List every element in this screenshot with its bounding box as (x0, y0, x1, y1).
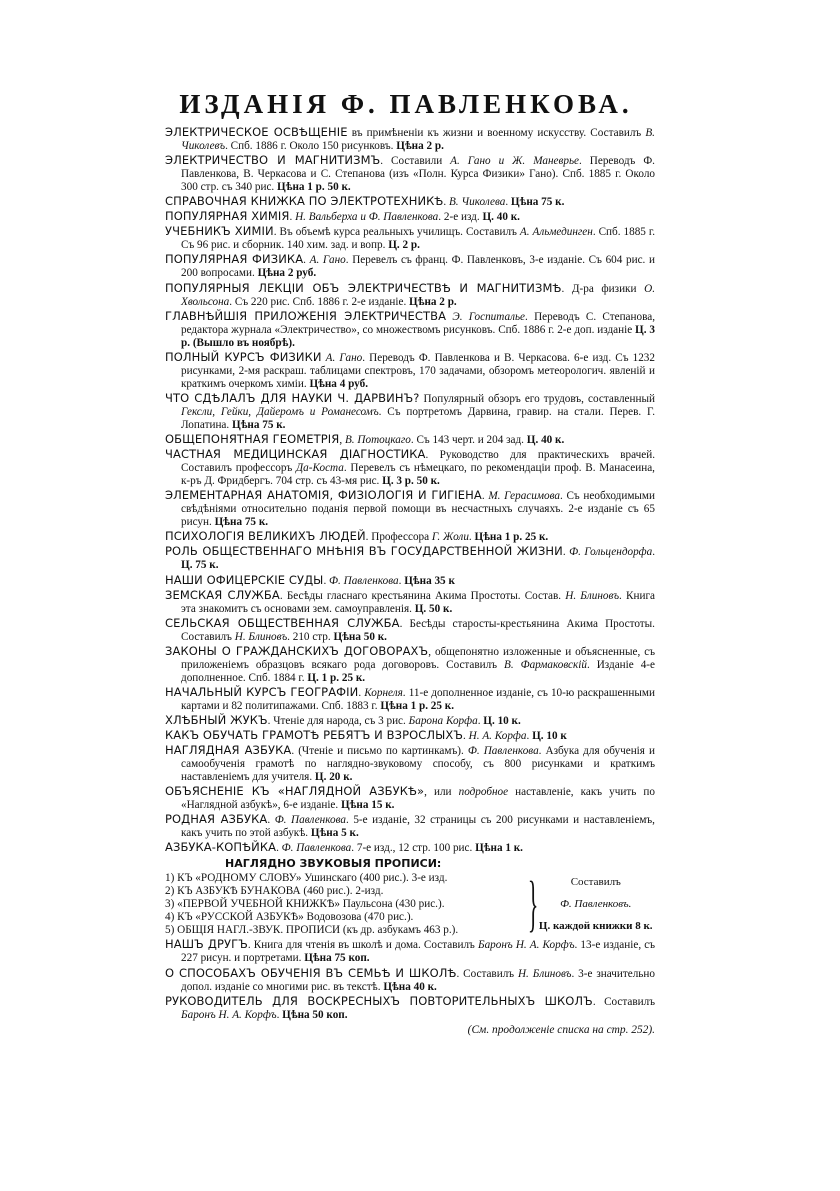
entry-price: Цѣна 1 р. 25 к. (474, 531, 549, 544)
catalog-entry (165, 392, 655, 432)
entry-price: Цѣна 1 р. 25 к. (380, 699, 455, 712)
catalog-entry (165, 589, 655, 616)
entry-text: . Книга эта знакомитъ съ основами зем. самоуправленія. (181, 589, 655, 615)
entry-author: Э. Госпиталье (452, 310, 526, 323)
entry-title: СЕЛЬСКАЯ ОБЩЕСТВЕННАЯ СЛУЖБА (165, 615, 400, 630)
entry-text: . Съ портретомъ Дарвина, гравир. на стали. Перев. Г. Лопатина. (181, 405, 655, 431)
entry-title: ХЛѢБНЫЙ ЖУКЪ (165, 712, 268, 727)
propisi-side (536, 871, 655, 937)
entry-author: В. Чиколевъ (181, 127, 655, 153)
entry-title: УЧЕБНИКЪ ХИМІИ (165, 224, 274, 239)
catalog-entry (165, 938, 655, 965)
entry-title: ЗАКОНЫ О ГРАЖДАНСКИХЪ ДОГОВОРАХЪ (165, 643, 429, 658)
catalog-page (165, 88, 655, 1036)
entry-title: НАШИ ОФИЦЕРСКІЕ СУДЫ (165, 572, 324, 587)
entry-text: . (477, 714, 484, 727)
catalog-entry (165, 729, 655, 743)
entry-text: . (Чтеніе и письмо по картинкамъ). (291, 745, 468, 758)
entry-title: ПОПУЛЯРНАЯ ХИМІЯ (165, 209, 290, 224)
propisi-item: 2) КЪ АЗБУКѢ БУНАКОВА (460 рис.). 2-изд. (165, 884, 384, 897)
entry-author: Н. А. Корфа (468, 730, 527, 743)
entry-price: Цѣна 75 коп. (304, 952, 370, 965)
entry-text: , или (424, 786, 459, 799)
entry-title: АЗБУКА-КОПѢЙКА (165, 840, 277, 855)
entry-price: Ц. 20 к. (314, 771, 353, 784)
entry-title: ЭЛЕМЕНТАРНАЯ АНАТОМІЯ, ФИЗІОЛОГІЯ И ГИГІЕНА (165, 488, 482, 503)
entry-text: . Съ необходимыми свѣдѣніями относительно поданія первой помощи въ несчастныхъ случаяхъ. 2-е изданіе съ 65 рисун. (181, 490, 655, 529)
entry-text: . Съ 143 черт. и 204 зад. (410, 434, 527, 447)
entry-price: Цѣна 2 р. (409, 295, 457, 308)
entry-title: ЗЕМСКАЯ СЛУЖБА (165, 587, 280, 602)
entry-text: . 11-е дополненное изданіе, съ 10-ю раскрашенными картами и 82 политипажами. Спб. 1883 г. (181, 686, 655, 712)
entry-price: Ц. 3 р. (Вышло въ ноябрѣ). (181, 323, 655, 349)
entry-text: . (463, 730, 469, 743)
entry-price: Цѣна 4 руб. (309, 377, 368, 390)
entry-text: , (339, 434, 345, 447)
entry-price: Цѣна 1 р. 50 к. (277, 181, 351, 194)
catalog-entry (165, 545, 655, 572)
entry-author: Да-Коста (296, 462, 344, 475)
entry-text: . (323, 574, 330, 587)
entry-price: Ц. 50 к. (414, 602, 453, 615)
entry-title: ОБЪЯСНЕНІЕ КЪ «НАГЛЯДНОЙ АЗБУКѢ» (165, 784, 425, 799)
entry-text: . 13-е изданіе, съ 227 рисун. и портретами. (181, 939, 655, 965)
entry-author: В. Потоцкаго (344, 434, 411, 447)
catalog-list (165, 126, 655, 855)
entry-price: Цѣна 2 руб. (257, 267, 317, 280)
entry-author: А. Гано (325, 351, 363, 364)
entry-author: Г. Жоли (431, 531, 469, 544)
propisi-item: 4) КЪ «РУССКОЙ АЗБУКѢ» Водовозова (470 рис.). (165, 910, 414, 923)
entry-text: . 210 стр. (287, 630, 334, 643)
entry-price: Цѣна 1 к. (475, 842, 523, 855)
entry-title: ЭЛЕКТРИЧЕСКОЕ ОСВѢЩЕНІЕ (165, 125, 348, 139)
entry-text: . (481, 490, 489, 503)
entry-author: Н. Блиновъ (234, 630, 288, 643)
entry-author: подробное (458, 786, 509, 799)
entry-title: РОЛЬ ОБЩЕСТВЕННАГО МНѢНІЯ ВЪ ГОСУДАРСТВЕННОЙ ЖИЗНИ (165, 544, 563, 559)
entry-author: Гексли, Гейки, Дайеромъ и Романесомъ (181, 405, 379, 418)
entry-text: . Переводъ Ф. Павленкова, В. Черкасова и С. Степанова (изъ «Полн. Курса Физики» Гано). Спб. 1885 г. Около 300 стр. съ 340 рис. (181, 155, 655, 194)
entry-text: . (289, 211, 296, 224)
entry-price: Ц. 3 р. 50 к. (382, 475, 440, 488)
catalog-entry (165, 448, 655, 488)
entry-price: Ц. 2 р. (388, 239, 420, 252)
catalog-entry (165, 574, 655, 588)
catalog-entry (165, 154, 655, 194)
entry-price: Цѣна 50 коп. (282, 1008, 348, 1021)
entry-author: А. Гано и Ж. Маневрье (450, 155, 579, 168)
entry-price: Ц. 40 к. (482, 211, 520, 224)
entry-text: . 2-е изд. (438, 211, 483, 224)
entry-title: ЭЛЕКТРИЧЕСТВО И МАГНИТИЗМЪ (165, 153, 381, 168)
catalog-entry (165, 995, 655, 1022)
entry-text: . Профессора (365, 531, 432, 544)
entry-title: ПОЛНЫЙ КУРСЪ ФИЗИКИ (165, 349, 322, 364)
catalog-entry (165, 967, 655, 994)
propisi-item: 3) «ПЕРВОЙ УЧЕБНОЙ КНИЖКѢ» Паульсона (430 рис.). (165, 897, 445, 910)
entry-title: СПРАВОЧНАЯ КНИЖКА ПО ЭЛЕКТРОТЕХНИКѢ (165, 194, 444, 209)
entry-price: Ц. 75 к. (181, 559, 219, 572)
entry-price: Цѣна 15 к. (340, 799, 395, 812)
catalog-entry (165, 785, 655, 812)
entry-author: Барона Корфа (408, 714, 478, 727)
entry-title: КАКЪ ОБУЧАТЬ ГРАМОТѢ РЕБЯТЪ И ВЗРОСЛЫХЪ (165, 728, 464, 743)
catalog-entry (165, 351, 655, 391)
entry-text: . (267, 814, 275, 827)
entry-text: . 7-е изд., 12 стр. 100 рис. (351, 842, 476, 855)
entry-price: Ц. 10 к. (483, 714, 521, 727)
entry-text: Популярный обзоръ его трудовъ, составленный (419, 392, 655, 405)
catalog-entry (165, 686, 655, 713)
propisi-side-line: Ц. каждой книжки 8 к. (538, 920, 653, 933)
catalog-list-continued (165, 938, 655, 1021)
entry-author: А. Гано (309, 254, 346, 267)
catalog-entry (165, 645, 655, 685)
catalog-entry (165, 210, 655, 224)
page-title: ИЗДАНІЯ Ф. ПАВЛЕНКОВА. (179, 89, 633, 119)
entry-author: Ф. Павленкова (467, 745, 539, 758)
entry-text: . (505, 196, 511, 209)
entry-text: . (398, 574, 405, 587)
entry-author: Корнеля (364, 686, 403, 699)
entry-price: Цѣна 2 р. (396, 140, 444, 153)
continuation-note: (См. продолженіе списка на стр. 252). (467, 1023, 655, 1036)
entry-text: . (303, 254, 310, 267)
entry-author: Ф. Павленкова (274, 814, 346, 827)
entry-title: О СПОСОБАХЪ ОБУЧЕНІЯ ВЪ СЕМЬѢ И ШКОЛѢ (165, 965, 457, 980)
entry-price: Цѣна 40 к. (383, 980, 437, 993)
entry-price: Цѣна 5 к. (310, 827, 359, 840)
entry-author: О. Хвольсона (181, 282, 655, 308)
entry-text: . Переводъ С. Степанова, редактора журнала «Электричество», со множествомъ рисунковъ. Спб. 1886 г. 2-е доп. изданіе (181, 310, 655, 336)
entry-text: въ примѣненіи къ жизни и военному искусству. Составилъ (347, 127, 646, 139)
catalog-entry (165, 225, 655, 252)
entry-author: Ф. Гольцендорфа (569, 546, 653, 559)
entry-text: . Перевелъ съ нѣмецкаго, по рекомендаціи проф. В. Манасеина, к-ръ Д. Фридбергъ. 704 стр. съ 43-мя рис. (181, 462, 655, 488)
entry-text: . Составилъ (456, 967, 518, 980)
entry-text: . Книга для чтенія въ школѣ и дома. Составилъ (247, 939, 478, 952)
entry-text: . Руководство для практическихъ врачей. Составилъ профессоръ (181, 449, 655, 475)
entry-author: Н. Блиновъ (565, 589, 620, 602)
entry-text: наставленіе, какъ учить по «Наглядной азбукѣ», 6-е изданіе. (181, 786, 655, 812)
entry-title: ПОПУЛЯРНЫЯ ЛЕКЦІИ ОБЪ ЭЛЕКТРИЧЕСТВѢ И МАГНИТИЗМѢ (165, 280, 562, 295)
catalog-entry (165, 310, 655, 350)
entry-author: А. Альмединген (519, 226, 593, 239)
catalog-entry (165, 617, 655, 644)
entry-author: Баронъ Н. А. Корфъ (181, 1008, 277, 1021)
entry-text: . Д-ра физики (561, 282, 645, 295)
brace-icon: } (528, 870, 539, 939)
entry-author: Баронъ Н. А. Корфъ (477, 939, 575, 952)
propisi-heading: НАГЛЯДНО ЗВУКОВЫЯ ПРОПИСИ: (225, 857, 442, 871)
entry-text: . Составили (380, 155, 451, 168)
entry-author: В. Чиколева (448, 196, 506, 209)
entry-author: М. Герасимова (488, 490, 560, 503)
entry-author: Н. Вальберха и Ф. Павленкова (295, 211, 439, 224)
entry-title: ПСИХОЛОГІЯ ВЕЛИКИХЪ ЛЮДЕЙ (165, 529, 366, 544)
entry-text: . (526, 730, 533, 743)
entry-title: ПОПУЛЯРНАЯ ФИЗИКА (165, 252, 304, 267)
propisi-item: 5) ОБЩІЯ НАГЛ.-ЗВУК. ПРОПИСИ (къ др. азбукамъ 463 р.). (165, 924, 459, 936)
entry-text: . (443, 196, 449, 209)
entry-text: . Перевелъ съ франц. Ф. Павленковъ, 3-е изданіе. Съ 604 рис. и 200 вопросами. (181, 254, 655, 280)
catalog-entry (165, 126, 655, 153)
entry-text: . Переводъ Ф. Павленкова и В. Черкасова. 6-е изд. Съ 1232 рисунками, 2-мя раскраш. таблицами спектровъ, 170 задачами, обзоромъ метеорологич. явленій и краткимъ очеркомъ химіи. (181, 351, 655, 390)
catalog-entry (165, 282, 655, 309)
propisi-side-line: Составилъ (570, 876, 621, 889)
catalog-entry (165, 489, 655, 529)
entry-text: , общепонятно изложенные и объясненные, съ приложеніемъ образцовъ всякаго рода договоровъ. Составилъ (181, 645, 655, 671)
entry-text: . Въ объемѣ курса реальныхъ училищъ. Составилъ (273, 226, 520, 239)
entry-text: . (358, 686, 365, 699)
entry-price: Ц. 1 р. 25 к. (307, 671, 366, 684)
entry-title: ОБЩЕПОНЯТНАЯ ГЕОМЕТРІЯ (165, 432, 340, 447)
entry-author: Н. Блиновъ (517, 967, 572, 980)
entry-title: НАШЪ ДРУГЪ (165, 937, 248, 952)
entry-title: ЧТО СДѢЛАЛЪ ДЛЯ НАУКИ Ч. ДАРВИНЪ? (165, 390, 420, 405)
catalog-entry (165, 714, 655, 728)
propisi-block (165, 871, 655, 937)
entry-title: ГЛАВНѢЙШІЯ ПРИЛОЖЕНІЯ ЭЛЕКТРИЧЕСТВА (165, 308, 447, 323)
entry-text: . Составилъ (592, 995, 655, 1008)
catalog-entry (165, 195, 655, 209)
entry-text: . (468, 531, 475, 544)
entry-author: Ф. Павленкова (281, 842, 352, 855)
propisi-items (165, 870, 539, 939)
entry-text: . Бесѣды гласнаго крестьянина Акима Простоты. Состав. (279, 589, 566, 602)
entry-price: Цѣна 35 к (404, 574, 455, 587)
entry-price: Цѣна 75 к. (214, 516, 269, 529)
catalog-entry (165, 744, 655, 784)
catalog-entry (165, 433, 655, 447)
entry-price: Цѣна 75 к. (510, 196, 565, 209)
entry-price: Цѣна 75 к. (232, 418, 286, 431)
entry-text: . 5-е изданіе, 32 страницы съ 200 рисунками и наставленіемъ, какъ учить по этой азбукѣ. (181, 814, 655, 840)
entry-text: . Спб. 1885 г. Съ 96 рис. и сборник. 140 хим. зад. и вопр. (181, 226, 655, 252)
entry-price: Цѣна 50 к. (333, 630, 387, 643)
entry-text: . Изданіе 4-е дополненное. Спб. 1884 г. (181, 658, 655, 684)
entry-price: Ц. 40 к. (526, 434, 565, 447)
entry-text: . (276, 1008, 283, 1021)
entry-title: НАГЛЯДНАЯ АЗБУКА (165, 743, 292, 758)
catalog-entry (165, 841, 655, 855)
entry-text: . Азбука для обученія и самообученія грамотѣ по наглядно-звуковому способу, съ 800 рисунками и краткимъ наставленіемъ для учителя. (181, 745, 655, 784)
propisi-side-line: Ф. Павленковъ. (560, 898, 632, 911)
entry-author: Ф. Павленкова (329, 574, 399, 587)
entry-text: . (652, 546, 656, 559)
entry-author: В. Фармаковскій (504, 658, 587, 671)
entry-title: ЧАСТНАЯ МЕДИЦИНСКАЯ ДІАГНОСТИКА (165, 447, 426, 462)
entry-text: . Спб. 1886 г. Около 150 рисунковъ. (225, 140, 397, 153)
entry-title: НАЧАЛЬНЫЙ КУРСЪ ГЕОГРАФІИ (165, 684, 359, 699)
catalog-entry (165, 530, 655, 544)
entry-text: . 3-е значительно допол. изданіе со многими рис. въ текстѣ. (181, 967, 655, 993)
entry-text: . (276, 842, 282, 855)
entry-text: . Бесѣды старосты-крестьянина Акима Простоты. Составилъ (181, 617, 655, 643)
propisi-item: 1) КЪ «РОДНОМУ СЛОВУ» Ушинскаго (400 рис.). 3-е изд. (165, 871, 448, 884)
entry-title: РУКОВОДИТЕЛЬ ДЛЯ ВОСКРЕСНЫХЪ ПОВТОРИТЕЛЬНЫХЪ ШКОЛЪ (165, 993, 593, 1008)
entry-title: РОДНАЯ АЗБУКА (165, 812, 268, 827)
entry-price: Ц. 10 к (532, 730, 567, 743)
catalog-entry (165, 253, 655, 280)
catalog-entry (165, 813, 655, 840)
entry-text: . Чтеніе для народа, съ 3 рис. (267, 714, 409, 727)
entry-text: . Съ 220 рис. Спб. 1886 г. 2-е изданіе. (229, 295, 410, 308)
entry-text: . (562, 546, 570, 559)
